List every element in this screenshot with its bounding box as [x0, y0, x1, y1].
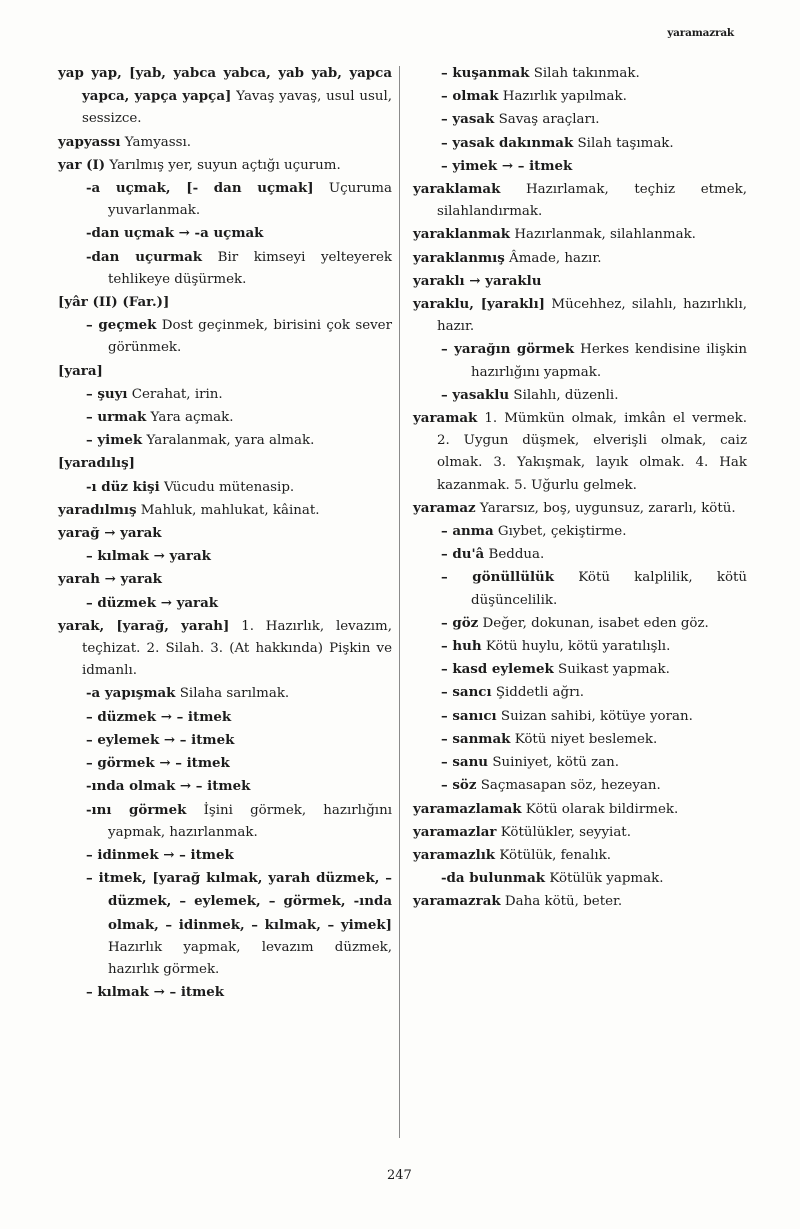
- entry-definition: Kötü niyet beslemek.: [514, 731, 658, 747]
- entry-definition: Yara açmak.: [150, 410, 234, 426]
- dictionary-entry: [413, 407, 747, 497]
- entry-headword: yarağ → yarak: [58, 525, 162, 542]
- entry-definition: Daha kötü, beter.: [504, 894, 623, 910]
- dictionary-entry: [58, 222, 392, 245]
- entry-headword: – düzmek → yarak: [86, 594, 219, 611]
- entry-definition: Kötülük, fenalık.: [499, 847, 612, 863]
- entry-headword: yaramazlar: [413, 823, 497, 840]
- entry-definition: Silahlı, düzenli.: [513, 387, 619, 403]
- dictionary-entry: [413, 612, 747, 635]
- dictionary-entry: [58, 131, 392, 154]
- entry-headword: – sanmak: [441, 730, 511, 747]
- entry-headword: – yasak dakınmak: [441, 134, 574, 151]
- entry-headword: [yaradılış]: [58, 455, 136, 472]
- dictionary-entry: [58, 729, 392, 752]
- entry-definition: Herkes kendisine ilişkin hazırlığını yapmak.: [471, 342, 747, 380]
- dictionary-entry: [58, 154, 392, 177]
- entry-headword: yaramazrak: [413, 893, 501, 910]
- entry-headword: yapyassı: [58, 133, 121, 150]
- entry-headword: – gönüllülük: [441, 569, 555, 586]
- entry-headword: – du'â: [441, 546, 485, 563]
- dictionary-entry: [413, 62, 747, 85]
- dictionary-entry: [58, 867, 392, 981]
- dictionary-entry: [58, 799, 392, 844]
- dictionary-entry: [413, 85, 747, 108]
- dictionary-entry: [58, 291, 392, 314]
- dictionary-entry: [413, 497, 747, 520]
- entry-headword: – sanıcı: [441, 707, 497, 724]
- entry-headword: yaraklu, [yaraklı]: [413, 296, 546, 313]
- entry-definition: Yamyassı.: [124, 134, 192, 150]
- entry-headword: -a uçmak, [- dan uçmak]: [86, 180, 314, 197]
- dictionary-entry: [58, 844, 392, 867]
- dictionary-entry: [58, 752, 392, 775]
- entry-definition: Cerahat, irin.: [131, 386, 223, 402]
- dictionary-entry: [413, 658, 747, 681]
- entry-definition: Yaralanmak, yara almak.: [146, 433, 315, 449]
- entry-headword: yaramazlamak: [413, 800, 522, 817]
- entry-headword: – itmek, [yarağ kılmak, yarah düzmek, – düzmek, – eylemek, – görmek, -ında olmak, – idinmek, – kılmak, – yimek]: [86, 870, 392, 933]
- entry-headword: – yasaklu: [441, 386, 510, 403]
- dictionary-entry: [413, 681, 747, 704]
- dictionary-entry: [58, 706, 392, 729]
- entry-headword: yarah → yarak: [58, 571, 162, 588]
- dictionary-entry: [413, 890, 747, 913]
- entry-headword: – yarağın görmek: [441, 341, 575, 358]
- entry-definition: Hazırlamak, teçhiz etmek, silahlandırmak.: [437, 182, 747, 220]
- dictionary-entry: [58, 360, 392, 383]
- dictionary-entry: [413, 844, 747, 867]
- entry-definition: Âmade, hazır.: [509, 250, 602, 266]
- dictionary-entry: [413, 635, 747, 658]
- entry-headword: – kasd eylemek: [441, 661, 554, 678]
- entry-headword: – urmak: [86, 409, 147, 426]
- dictionary-entry: [413, 728, 747, 751]
- dictionary-entry: [58, 383, 392, 406]
- entry-definition: Gıybet, çekiştirme.: [497, 524, 627, 540]
- entry-definition: Yarılmış yer, suyun açtığı uçurum.: [109, 157, 341, 173]
- entry-headword: – kuşanmak: [441, 65, 530, 81]
- dictionary-entry: [413, 384, 747, 407]
- entry-headword: -dan uçmak → -a uçmak: [86, 225, 264, 242]
- entry-headword: -ını görmek: [86, 801, 187, 818]
- dictionary-entry: [413, 520, 747, 543]
- entry-definition: Kötü olarak bildirmek.: [525, 801, 679, 817]
- dictionary-entry: [58, 568, 392, 591]
- dictionary-entry: [413, 247, 747, 270]
- entry-definition: Mahluk, mahlukat, kâinat.: [140, 502, 320, 518]
- entry-definition: Yavaş yavaş, usul usul, sessizce.: [82, 89, 392, 127]
- dictionary-entry: [58, 775, 392, 798]
- entry-headword: – görmek → – itmek: [86, 755, 230, 772]
- entry-definition: Yararsız, boş, uygunsuz, zararlı, kötü.: [479, 500, 736, 516]
- dictionary-entry: [413, 867, 747, 890]
- entry-definition: Değer, dokunan, isabet eden göz.: [482, 615, 709, 631]
- dictionary-entry: [413, 108, 747, 131]
- entry-headword: -ında olmak → – itmek: [86, 778, 251, 795]
- entry-headword: – yasak: [441, 111, 495, 128]
- entry-definition: Savaş araçları.: [498, 112, 600, 128]
- dictionary-entry: [58, 615, 392, 683]
- dictionary-entry: [413, 338, 747, 383]
- entry-headword: – yimek → – itmek: [441, 157, 573, 174]
- dictionary-entry: [413, 821, 747, 844]
- entry-headword: – şuyı: [86, 385, 128, 402]
- right-column: [413, 62, 747, 914]
- entry-definition: Kötü kalplilik, kötü düşüncelilik.: [471, 570, 748, 608]
- entry-definition: Hazırlık yapmak, levazım düzmek, hazırlık görmek.: [108, 939, 392, 977]
- dictionary-entry: [413, 751, 747, 774]
- entry-definition: Vücudu mütenasip.: [163, 479, 295, 495]
- entry-headword: yaradılmış: [58, 501, 137, 518]
- left-column: [58, 62, 392, 1004]
- entry-headword: – söz: [441, 777, 477, 794]
- entry-definition: Beddua.: [488, 547, 545, 563]
- entry-headword: yar (I): [58, 156, 106, 173]
- entry-headword: -a yapışmak: [86, 685, 176, 702]
- dictionary-entry: [58, 314, 392, 359]
- entry-definition: Silah taşımak.: [577, 135, 674, 151]
- dictionary-entry: [58, 592, 392, 615]
- entry-definition: Dost geçinmek, birisini çok sever görünmek.: [108, 318, 393, 356]
- entry-definition: Suikast yapmak.: [558, 662, 670, 678]
- entry-definition: Kötülükler, seyyiat.: [500, 824, 631, 840]
- entry-headword: yaraklanmış: [413, 249, 505, 266]
- dictionary-entry: [413, 566, 747, 611]
- dictionary-entry: [413, 705, 747, 728]
- entry-headword: – anma: [441, 523, 494, 540]
- entry-headword: yaramaz: [413, 499, 476, 516]
- dictionary-entry: [413, 774, 747, 797]
- entry-definition: Hazırlanmak, silahlanmak.: [514, 227, 696, 243]
- entry-definition: Uçuruma yuvarlanmak.: [108, 181, 392, 219]
- entry-definition: Kötü huylu, kötü yaratılışlı.: [485, 639, 671, 655]
- entry-headword: [yara]: [58, 362, 103, 379]
- entry-headword: – olmak: [441, 88, 499, 105]
- dictionary-entry: [58, 246, 392, 291]
- entry-headword: – kılmak → – itmek: [86, 984, 225, 1001]
- entry-headword: – sancı: [441, 684, 492, 701]
- entry-definition: 1. Mümkün olmak, imkân el vermek. 2. Uygun düşmek, elverişli olmak, caiz olmak. 3. Yakışmak, layık olmak. 4. Hak kazanmak. 5. Uğurlu gelmek.: [437, 411, 747, 493]
- dictionary-entry: [413, 270, 747, 293]
- dictionary-entry: [58, 177, 392, 222]
- entry-headword: yaramak: [413, 410, 478, 427]
- entry-headword: – eylemek → – itmek: [86, 731, 235, 748]
- entry-headword: [yâr (II) (Far.)]: [58, 294, 170, 311]
- entry-headword: – geçmek: [86, 317, 157, 334]
- dictionary-entry: [413, 798, 747, 821]
- dictionary-entry: [58, 981, 392, 1004]
- page-number: 247: [387, 1168, 412, 1183]
- entry-headword: yaraklamak: [413, 181, 501, 198]
- entry-definition: Bir kimseyi yelteyerek tehlikeye düşürmek.: [108, 249, 392, 287]
- dictionary-entry: [58, 452, 392, 475]
- dictionary-entry: [413, 155, 747, 178]
- entry-headword: yaramazlık: [413, 846, 496, 863]
- entry-definition: 1. Hazırlık, levazım, teçhizat. 2. Silah. 3. (At hakkında) Pişkin ve idmanlı.: [82, 618, 393, 679]
- entry-headword: yaraklı → yaraklu: [413, 272, 542, 289]
- entry-definition: İşini görmek, hazırlığını yapmak, hazırlanmak.: [108, 802, 392, 840]
- entry-headword: -ı düz kişi: [86, 478, 160, 495]
- entry-headword: – idinmek → – itmek: [86, 846, 234, 863]
- entry-definition: Saçmasapan söz, hezeyan.: [480, 778, 661, 794]
- entry-headword: – göz: [441, 614, 479, 631]
- entry-definition: Hazırlık yapılmak.: [502, 89, 627, 105]
- entry-definition: Mücehhez, silahlı, hazırlıklı, hazır.: [437, 297, 747, 335]
- entry-definition: Şiddetli ağrı.: [495, 685, 585, 701]
- dictionary-entry: [413, 178, 747, 223]
- dictionary-entry: [413, 543, 747, 566]
- entry-definition: Silah takınmak.: [533, 66, 640, 81]
- dictionary-entry: [413, 223, 747, 246]
- dictionary-entry: [58, 476, 392, 499]
- entry-headword: – huh: [441, 638, 482, 655]
- dictionary-entry: [58, 522, 392, 545]
- entry-definition: Silaha sarılmak.: [179, 686, 290, 702]
- dictionary-entry: [58, 499, 392, 522]
- entry-headword: -dan uçurmak: [86, 248, 203, 265]
- dictionary-entry: [58, 429, 392, 452]
- dictionary-entry: [413, 293, 747, 338]
- dictionary-entry: [58, 62, 392, 131]
- column-divider: [399, 66, 400, 1138]
- entry-headword: yarak, [yarağ, yarah]: [58, 617, 230, 634]
- dictionary-entry: [58, 545, 392, 568]
- running-header: yaramazrak: [667, 27, 734, 39]
- dictionary-entry: [58, 682, 392, 705]
- entry-headword: – yimek: [86, 432, 143, 449]
- dictionary-entry: [413, 132, 747, 155]
- entry-definition: Kötülük yapmak.: [549, 871, 664, 887]
- entry-definition: Suiniyet, kötü zan.: [492, 755, 620, 771]
- entry-definition: Suizan sahibi, kötüye yoran.: [500, 708, 693, 724]
- entry-headword: yap yap, [yab, yabca yabca, yab yab, yapca yapca, yapça yapça]: [58, 65, 392, 105]
- entry-headword: – düzmek → – itmek: [86, 708, 232, 725]
- entry-headword: yaraklanmak: [413, 226, 511, 243]
- entry-headword: -da bulunmak: [441, 870, 546, 887]
- entry-headword: – kılmak → yarak: [86, 548, 211, 565]
- dictionary-entry: [58, 406, 392, 429]
- entry-headword: – sanu: [441, 754, 489, 771]
